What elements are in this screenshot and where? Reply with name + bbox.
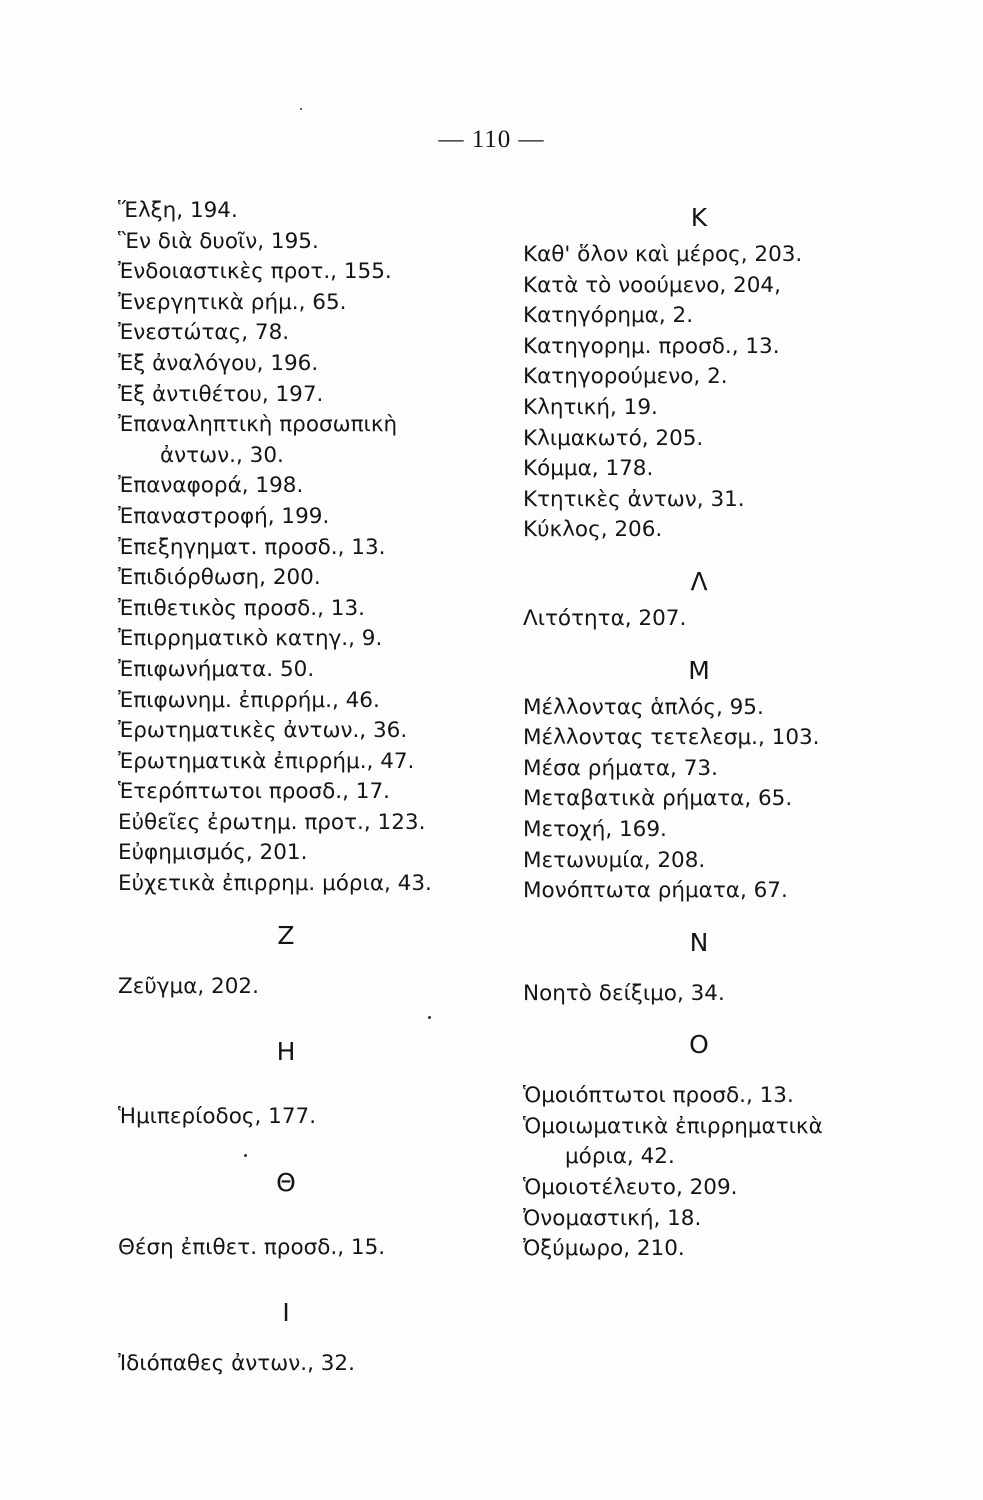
index-entry: Ἑτερόπτωτοι προσδ., 17. [118,779,390,805]
section-heading-zeta: Z [277,920,295,950]
index-entry: Ἐπαναληπτικὴ προσωπικὴ [118,412,398,438]
index-entry: Ἐπαναφορά, 198. [118,473,304,499]
index-entry: Εὐθεῖες ἐρωτημ. προτ., 123. [118,809,426,835]
index-entry: Ζεῦγμα, 202. [118,973,259,999]
page-number: — 110 — [438,126,545,153]
index-entry: Ὁμοιωματικὰ ἐπιρρηματικὰ [523,1113,823,1139]
index-entry: Εὐχετικὰ ἐπιρρημ. μόρια, 43. [118,871,432,897]
index-entry: Καθ' ὅλον καὶ μέρος, 203. [523,242,803,267]
index-entry: Νοητὸ δείξιμο, 34. [523,980,725,1006]
index-entry: Ὀνομαστική, 18. [523,1205,702,1231]
index-entry: Μέλλοντας τετελεσμ., 103. [523,725,820,751]
index-entry: Μετωνυμία, 208. [523,847,706,873]
index-entry: Κύκλος, 206. [523,517,663,543]
index-entry: Ἓν διὰ δυοῖν, 195. [118,228,319,254]
index-entry: Ἡμιπερίοδος, 177. [118,1104,317,1130]
index-entry: Ἐνεστώτας, 78. [118,320,290,346]
index-entry: Μεταβατικὰ ρήματα, 65. [523,786,793,812]
print-speck [428,1016,431,1019]
index-entry: Κλιμακωτό, 205. [523,425,704,451]
section-heading-lambda: Λ [690,566,708,596]
index-entry: Θέση ἐπιθετ. προσδ., 15. [118,1234,386,1260]
index-entry: Ἐπιφωνήματα. 50. [118,656,315,682]
index-entry: Κατηγορούμενο, 2. [523,364,728,390]
index-entry-continuation: μόρια, 42. [565,1144,675,1170]
index-entry: Ἐνεργητικὰ ρήμ., 65. [118,289,347,315]
index-entry: Ὁμοιόπτωτοι προσδ., 13. [523,1083,794,1109]
index-entry: Μέσα ρήματα, 73. [523,755,718,781]
section-heading-nu: N [689,927,709,957]
index-entry: Ἐπιφωνημ. ἐπιρρήμ., 46. [118,687,380,713]
index-entry: Κατηγόρημα, 2. [523,303,694,329]
index-entry: Κατηγορημ. προσδ., 13. [523,333,780,359]
index-entry: Ἐνδοιαστικὲς προτ., 155. [118,259,392,285]
section-heading-omicron: O [689,1030,709,1060]
print-speck [244,1154,247,1157]
index-entry: Εὐφημισμός, 201. [118,840,308,866]
index-right-column [523,196,923,1265]
index-entry: Μονόπτωτα ρήματα, 67. [523,878,788,904]
index-entry: Ἐξ ἀναλόγου, 196. [118,350,319,376]
index-entry: Μέλλοντας ἁπλός, 95. [523,694,764,720]
index-entry: Μετοχή, 169. [523,816,667,842]
index-entry-continuation: ἀντων., 30. [160,442,284,468]
index-entry: Ἐρωτηματικὲς ἀντων., 36. [118,718,408,744]
index-entry: Ἐπεξηγηματ. προσδ., 13. [118,534,386,560]
index-entry: Κτητικὲς ἀντων, 31. [523,486,745,512]
index-entry: Ὁμοιοτέλευτο, 209. [523,1175,738,1201]
section-heading-mu: M [688,655,710,685]
index-entry: Ἐπιθετικὸς προσδ., 13. [118,595,365,621]
print-speck [300,108,302,110]
index-entry: Ἐπαναστροφή, 199. [118,503,330,529]
index-entry: Ἰδιόπαθες ἀντων., 32. [118,1351,355,1377]
index-entry: Λιτότητα, 207. [523,605,687,631]
section-heading-eta: H [276,1037,296,1067]
index-entry: Ἕλξη, 194. [118,198,238,223]
index-entry: Κατὰ τὸ νοούμενο, 204, [523,272,781,298]
index-entry: Ἐπιρρηματικὸ κατηγ., 9. [118,626,383,652]
index-entry: Κλητική, 19. [523,394,658,420]
index-entry: Ἐπιδιόρθωση, 200. [118,565,321,591]
section-heading-iota: I [282,1298,290,1328]
section-heading-kappa: K [690,203,708,232]
index-entry: Ἐρωτηματικὰ ἐπιρρήμ., 47. [118,748,415,774]
section-heading-theta: Θ [276,1167,296,1197]
index-entry: Ὀξύμωρο, 210. [523,1236,685,1262]
index-entry: Ἐξ ἀντιθέτου, 197. [118,381,324,407]
index-left-column [118,196,478,1380]
index-entry: Κόμμα, 178. [523,456,654,482]
